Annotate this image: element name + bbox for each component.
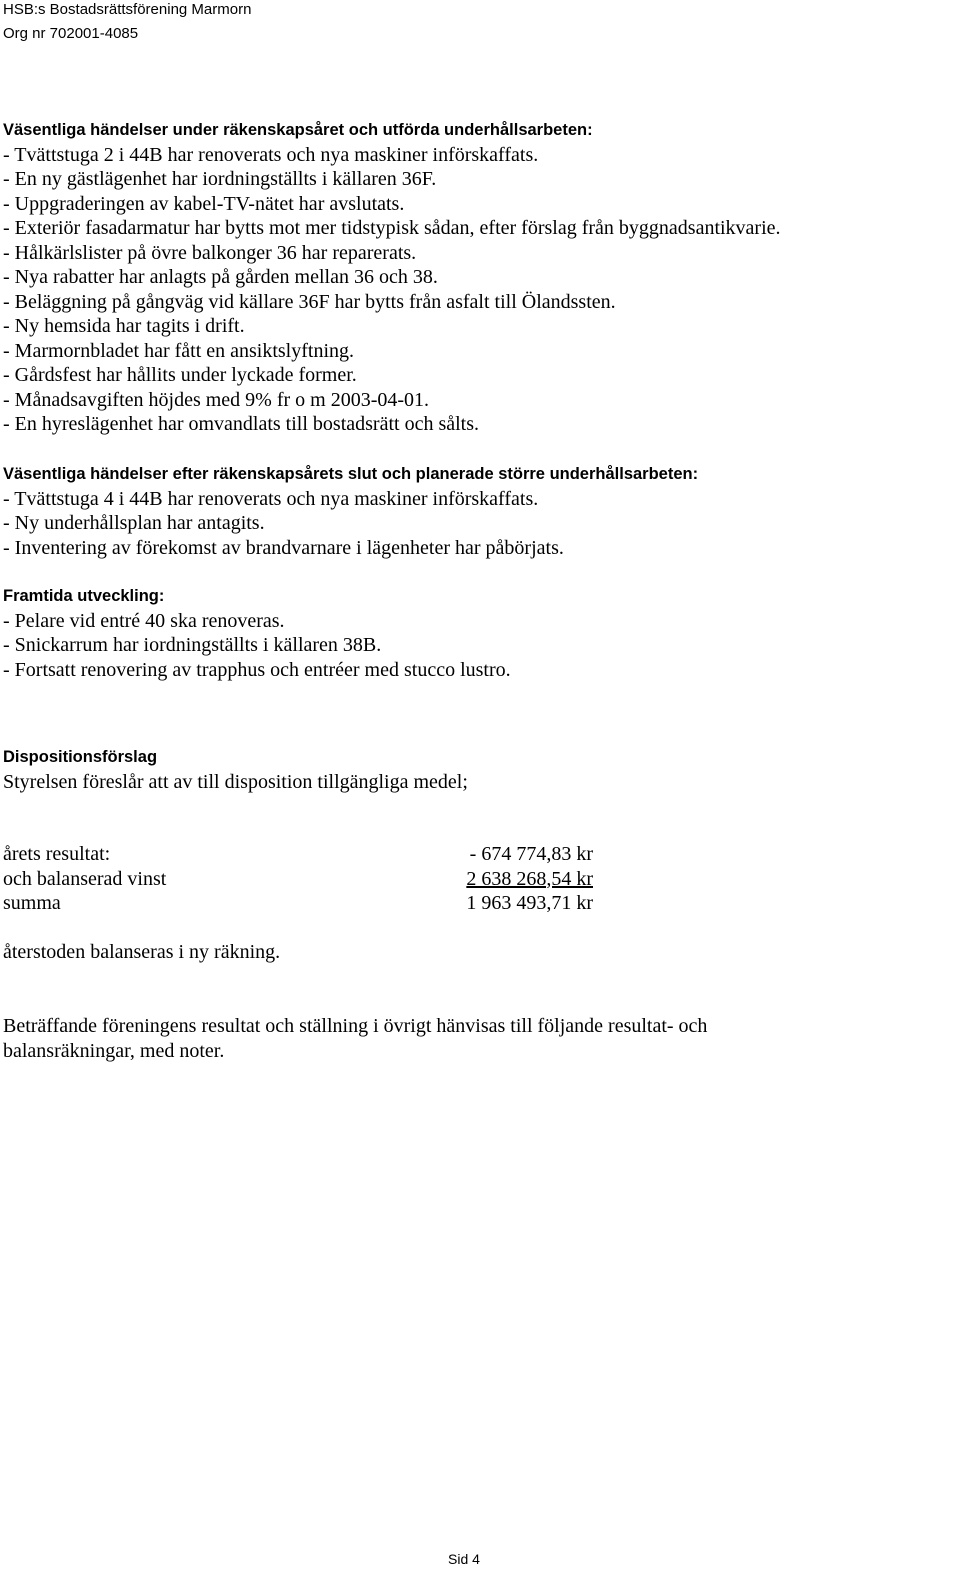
section-heading: Väsentliga händelser efter räkenskapsårets slut och planerade större underhållsarbeten: [3, 465, 699, 483]
list-item: - Uppgraderingen av kabel-TV-nätet har avslutats. [3, 192, 405, 215]
section-heading: Dispositionsförslag [3, 748, 158, 766]
list-item: - Beläggning på gångväg vid källare 36F har bytts från asfalt till Ölandssten. [3, 290, 616, 313]
list-item: - Marmornbladet har fått en ansiktslyftning. [3, 339, 355, 362]
section-heading: Framtida utveckling: [3, 587, 165, 605]
result-row [3, 891, 603, 916]
section-fiscal-year [3, 118, 953, 437]
list-item: - En hyreslägenhet har omvandlats till bostadsrätt och sålts. [3, 413, 479, 435]
list-item: - Gårdsfest har hållits under lyckade former. [3, 364, 357, 386]
list-item: - Exteriör fasadarmatur har bytts mot mer tidstypisk sådan, efter förslag från byggnadsantikvarie. [3, 217, 781, 239]
page-number: Sid 4 [448, 1551, 480, 1567]
list-item: - En ny gästlägenhet har iordningställts i källaren 36F. [3, 168, 437, 190]
section-disposition [3, 745, 953, 794]
list-item: - Pelare vid entré 40 ska renoveras. [3, 609, 285, 632]
section-heading: Väsentliga händelser under räkenskapsåret och utförda underhållsarbeten: [3, 121, 593, 139]
closing-line: balansräkningar, med noter. [3, 1039, 225, 1062]
list-item: - Ny hemsida har tagits i drift. [3, 315, 245, 337]
list-item: - Ny underhållsplan har antagits. [3, 512, 265, 534]
result-label: summa [3, 892, 61, 914]
closing-paragraph [3, 1014, 953, 1063]
result-amount: - 674 774,83 kr [469, 843, 593, 865]
list-item: - Månadsavgiften höjdes med 9% fr o m 2003-04-01. [3, 388, 430, 411]
result-amount: 1 963 493,71 kr [466, 892, 593, 914]
list-item: - Nya rabatter har anlagts på gården mellan 36 och 38. [3, 266, 438, 288]
closing-line: Beträffande föreningens resultat och ställning i övrigt hänvisas till följande resultat- och [3, 1015, 708, 1037]
result-label: årets resultat: [3, 843, 111, 865]
section-future [3, 584, 953, 682]
remainder-text: återstoden balanseras i ny räkning. [3, 941, 281, 963]
list-item: - Snickarrum har iordningställts i källaren 38B. [3, 634, 382, 656]
list-item: - Fortsatt renovering av trapphus och entréer med stucco lustro. [3, 658, 511, 681]
org-number: Org nr 702001-4085 [3, 25, 139, 42]
list-item: - Tvättstuga 4 i 44B har renoverats och nya maskiner införskaffats. [3, 487, 539, 510]
section-after-year-end [3, 462, 953, 560]
result-label: och balanserad vinst [3, 867, 167, 890]
result-amount: 2 638 268,54 kr [466, 867, 593, 890]
result-row [3, 842, 603, 867]
disposition-intro: Styrelsen föreslår att av till disposition tillgängliga medel; [3, 770, 468, 793]
result-row [3, 867, 603, 892]
list-item: - Inventering av förekomst av brandvarnare i lägenheter har påbörjats. [3, 536, 564, 559]
list-item: - Hålkärlslister på övre balkonger 36 har reparerats. [3, 241, 417, 264]
org-name: HSB:s Bostadsrättsförening Marmorn [3, 1, 252, 18]
list-item: - Tvättstuga 2 i 44B har renoverats och nya maskiner införskaffats. [3, 143, 539, 166]
